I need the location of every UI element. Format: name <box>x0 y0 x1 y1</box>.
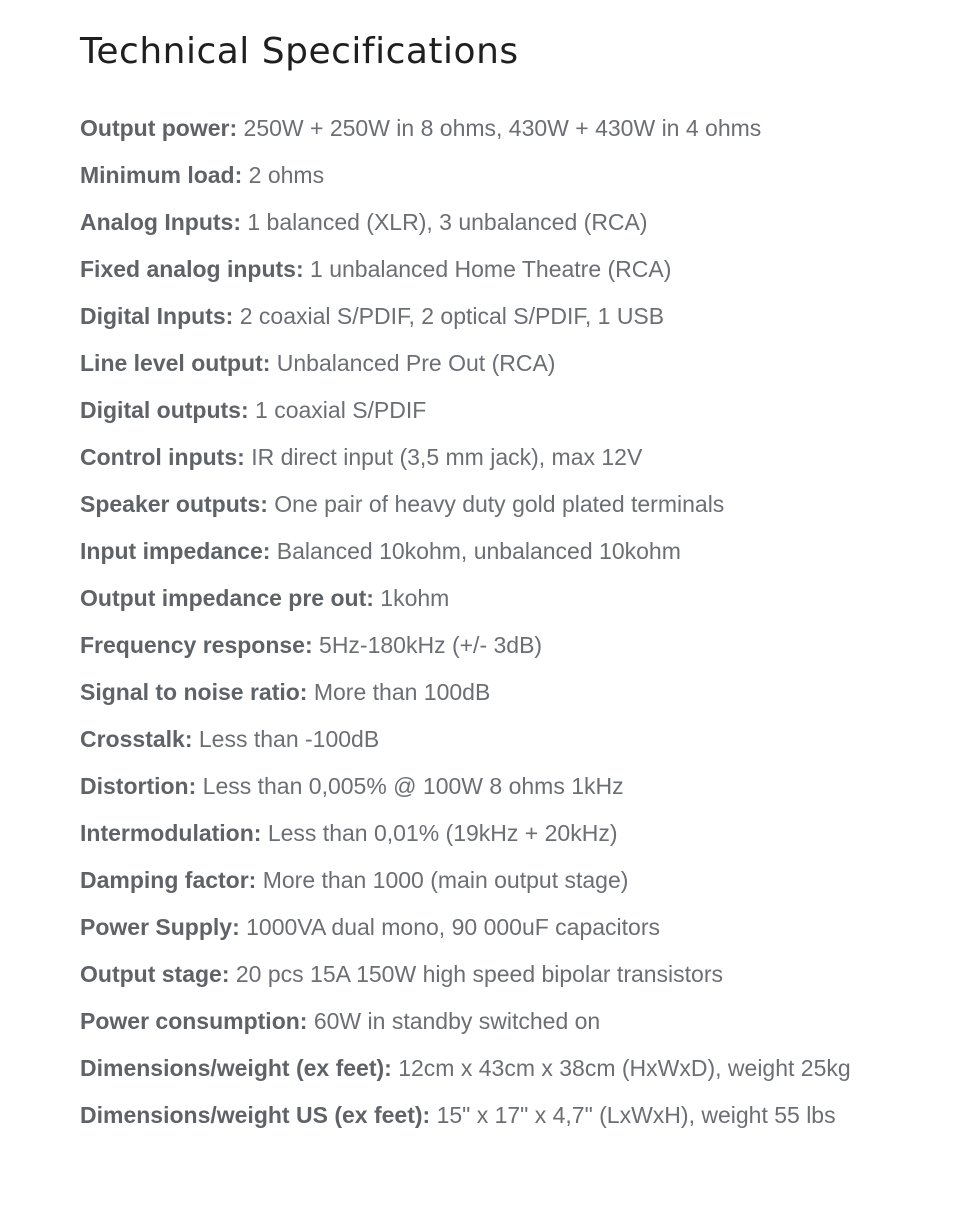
spec-value: 1 coaxial S/PDIF <box>255 397 427 423</box>
spec-value: 5Hz-180kHz (+/- 3dB) <box>319 632 543 658</box>
spec-row-power-consumption <box>80 998 940 1045</box>
spec-row-control-inputs <box>80 434 940 481</box>
spec-label: Input impedance: <box>80 538 271 564</box>
spec-row-line-level-output <box>80 340 940 387</box>
spec-value: More than 100dB <box>313 679 491 705</box>
spec-value: IR direct input (3,5 mm jack), max 12V <box>251 444 643 470</box>
spec-value: 1kohm <box>380 585 450 611</box>
spec-value: Less than 0,01% (19kHz + 20kHz) <box>267 820 618 846</box>
spec-label: Fixed analog inputs: <box>80 256 304 282</box>
spec-value: 60W in standby switched on <box>313 1008 601 1034</box>
spec-row-dimensions-weight-us <box>80 1092 940 1139</box>
spec-row-minimum-load <box>80 152 940 199</box>
spec-row-intermodulation <box>80 810 940 857</box>
spec-value: One pair of heavy duty gold plated terminals <box>274 491 725 517</box>
technical-specifications-section <box>80 28 940 1128</box>
spec-row-digital-inputs <box>80 293 940 340</box>
spec-label: Output stage: <box>80 961 230 987</box>
spec-value: Unbalanced Pre Out (RCA) <box>276 350 556 376</box>
spec-label: Analog Inputs: <box>80 209 241 235</box>
spec-row-speaker-outputs <box>80 481 940 528</box>
spec-label: Digital Inputs: <box>80 303 234 329</box>
spec-row-input-impedance <box>80 528 940 575</box>
spec-row-output-power <box>80 105 940 152</box>
spec-label: Output impedance pre out: <box>80 585 374 611</box>
spec-row-distortion <box>80 763 940 810</box>
spec-label: Speaker outputs: <box>80 491 268 517</box>
spec-value: 2 ohms <box>248 162 325 188</box>
spec-value: Balanced 10kohm, unbalanced 10kohm <box>276 538 681 564</box>
spec-label: Minimum load: <box>80 162 243 188</box>
spec-row-damping-factor <box>80 857 940 904</box>
spec-list <box>80 105 940 1139</box>
spec-value: Less than 0,005% @ 100W 8 ohms 1kHz <box>202 773 624 799</box>
spec-value: 250W + 250W in 8 ohms, 430W + 430W in 4 ohms <box>243 115 762 141</box>
spec-label: Dimensions/weight (ex feet): <box>80 1055 392 1081</box>
spec-row-fixed-analog-inputs <box>80 246 940 293</box>
spec-label: Digital outputs: <box>80 397 249 423</box>
spec-label: Dimensions/weight US (ex feet): <box>80 1102 431 1128</box>
spec-row-crosstalk <box>80 716 940 763</box>
spec-label: Frequency response: <box>80 632 313 658</box>
spec-row-signal-to-noise-ratio <box>80 669 940 716</box>
spec-row-dimensions-weight <box>80 1045 940 1092</box>
spec-label: Signal to noise ratio: <box>80 679 308 705</box>
spec-value: 15" x 17" x 4,7" (LxWxH), weight 55 lbs <box>436 1102 836 1128</box>
page-title: Technical Specifications <box>80 31 519 72</box>
spec-label: Power consumption: <box>80 1008 308 1034</box>
spec-value: 1000VA dual mono, 90 000uF capacitors <box>246 914 660 940</box>
spec-label: Damping factor: <box>80 867 257 893</box>
spec-label: Intermodulation: <box>80 820 262 846</box>
spec-value: More than 1000 (main output stage) <box>262 867 629 893</box>
spec-label: Distortion: <box>80 773 197 799</box>
spec-row-frequency-response <box>80 622 940 669</box>
spec-row-analog-inputs <box>80 199 940 246</box>
spec-label: Control inputs: <box>80 444 245 470</box>
spec-label: Line level output: <box>80 350 271 376</box>
spec-label: Output power: <box>80 115 238 141</box>
spec-label: Crosstalk: <box>80 726 193 752</box>
spec-row-output-impedance-pre-out <box>80 575 940 622</box>
spec-row-power-supply <box>80 904 940 951</box>
spec-row-digital-outputs <box>80 387 940 434</box>
spec-value: 20 pcs 15A 150W high speed bipolar transistors <box>235 961 724 987</box>
spec-label: Power Supply: <box>80 914 240 940</box>
spec-value: 1 balanced (XLR), 3 unbalanced (RCA) <box>247 209 648 235</box>
spec-value: 2 coaxial S/PDIF, 2 optical S/PDIF, 1 USB <box>239 303 665 329</box>
spec-row-output-stage <box>80 951 940 998</box>
spec-value: 1 unbalanced Home Theatre (RCA) <box>310 256 672 282</box>
spec-value: Less than -100dB <box>198 726 380 752</box>
spec-value: 12cm x 43cm x 38cm (HxWxD), weight 25kg <box>398 1055 851 1081</box>
